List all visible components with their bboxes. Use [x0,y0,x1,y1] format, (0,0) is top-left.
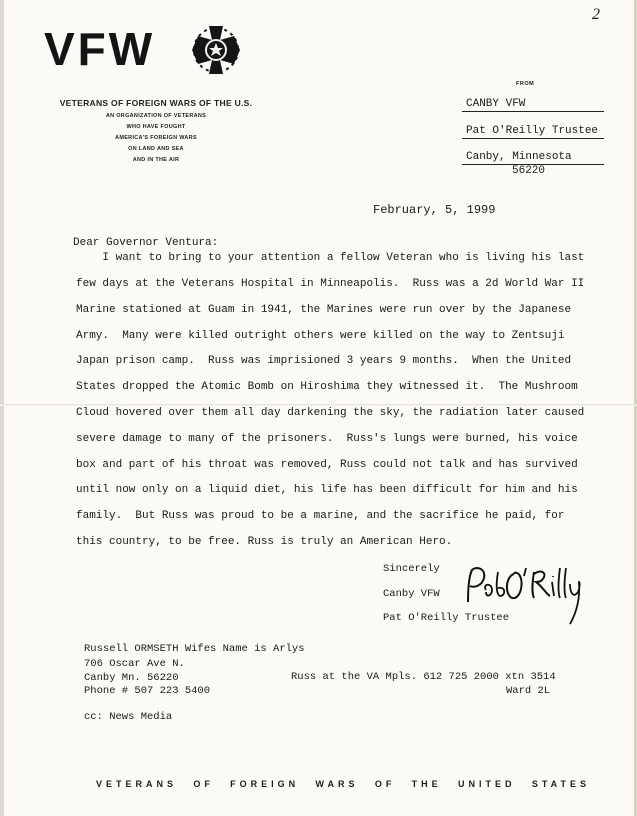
footer-word: FOREIGN [230,779,300,789]
body-line: this country, to be free. Russ is truly an American Hero. [76,536,453,548]
letter-date: February, 5, 1999 [373,203,496,217]
body-line: family. But Russ was proud to be a marine, and the sacrifice he paid, for [76,510,565,522]
hospital-info: Russ at the VA Mpls. 612 725 2000 xtn 3514 [291,671,556,683]
body-line: Army. Many were killed outright others were killed on the way to Zentsuji [76,330,565,342]
contact-address: 706 Oscar Ave N. [84,658,185,670]
org-tagline-line: AMERICA'S FOREIGN WARS [115,135,197,141]
org-name: VETERANS OF FOREIGN WARS OF THE U.S. [59,98,253,108]
org-tagline-line: AN ORGANIZATION OF VETERANS [105,113,207,119]
salutation: Dear Governor Ventura: [73,237,219,249]
closing-valediction: Sincerely [383,563,440,575]
footer-word: VETERANS [96,779,178,789]
org-tagline-line: ON LAND AND SEA [128,146,184,152]
from-label: FROM [516,81,535,87]
body-line: I want to bring to your attention a fellow Veteran who is living his last [76,252,585,264]
contact-city: Canby Mn. 56220 [84,672,179,684]
body-line: Cloud hovered over them all day darkening the sky, the radiation later caused [76,407,585,419]
org-tagline-line: WHO HAVE FOUGHT [126,124,186,130]
org-tagline-line: AND IN THE AIR [132,157,180,163]
sender-zip: 56220 [512,165,546,177]
contact-name-line: Russell ORMSETH Wifes Name is Arlys [84,643,305,655]
vfw-cross-emblem-icon [190,24,242,76]
footer-banner [96,779,590,789]
footer-word: THE [411,779,442,789]
body-line: box and part of his throat was removed, Russ could not talk and has survived [76,459,578,471]
body-line: Marine stationed at Guam in 1941, the Marines were run over by the Japanese [76,304,572,316]
ward-info: Ward 2L [506,685,551,697]
paper-fold [0,404,637,406]
closing-signer: Pat O'Reilly Trustee [383,612,510,624]
sender-city: Canby, Minnesota [462,150,604,165]
body-line: few days at the Veterans Hospital in Minneapolis. Russ was a 2d World War II [76,278,585,290]
body-line: Japan prison camp. Russ was imprisioned 3 years 9 months. When the United [76,355,572,367]
sender-post: CANBY VFW [462,97,604,112]
vfw-logo: VFW [44,23,156,75]
contact-phone: Phone # 507 223 5400 [84,685,211,697]
footer-word: OF [374,779,396,789]
handwritten-signature [462,562,587,630]
body-line: severe damage to many of the prisoners. Russ's lungs were burned, his voice [76,433,578,445]
footer-word: WARS [315,779,359,789]
cc-line: cc: News Media [84,711,173,723]
body-line: States dropped the Atomic Bomb on Hiroshima they witnessed it. The Mushroom [76,381,578,393]
org-block [40,98,272,166]
sender-person: Pat O'Reilly Trustee [462,124,604,139]
body-line: until now only on a liquid diet, his life has been difficult for him and his [76,484,578,496]
footer-word: OF [193,779,214,789]
closing-org: Canby VFW [383,588,440,600]
footer-word: UNITED [458,779,516,789]
footer-word: STATES [531,779,590,789]
page-mark: 2 [592,6,600,23]
